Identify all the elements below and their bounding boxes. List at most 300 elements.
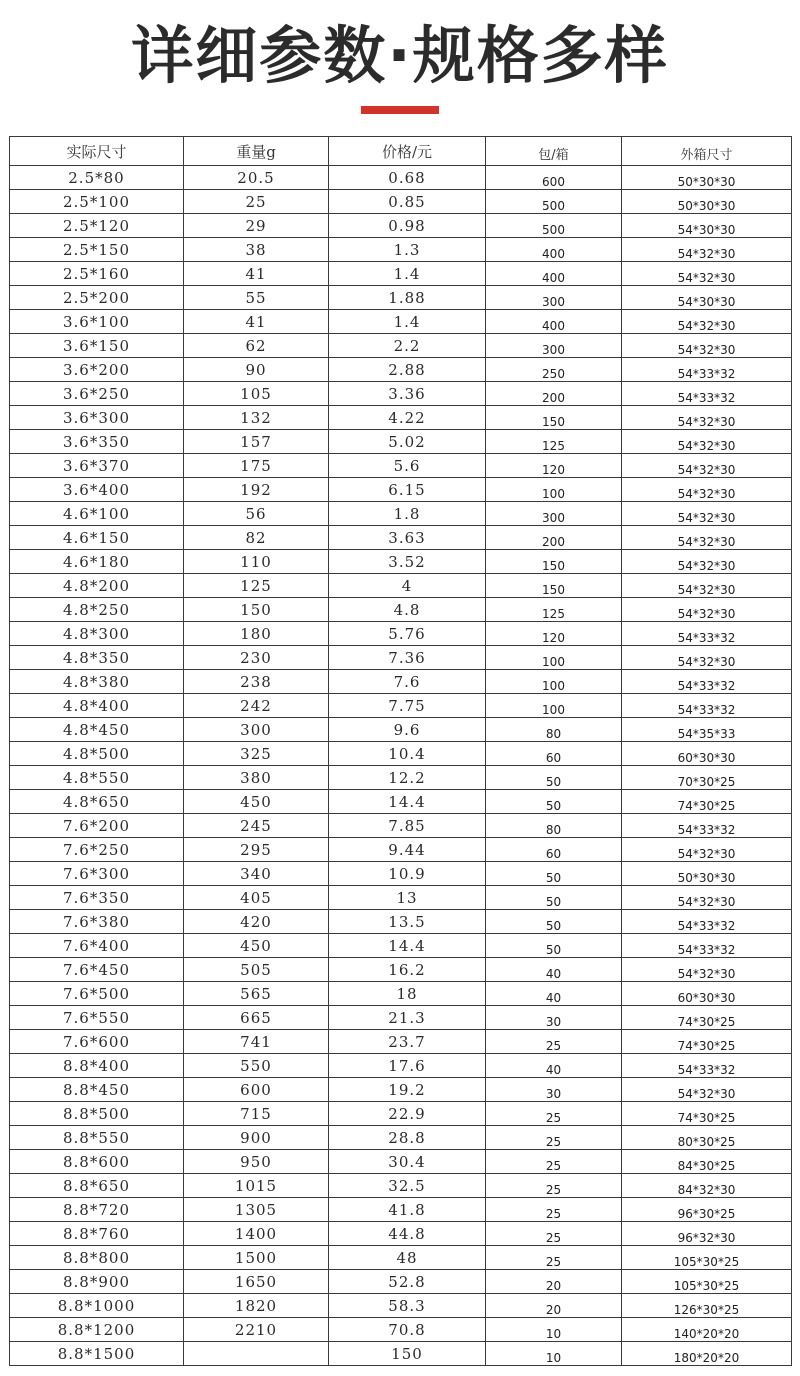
cell-weight: 665	[184, 1006, 329, 1030]
cell-pack-per-box: 100	[486, 694, 622, 718]
cell-price: 23.7	[329, 1030, 486, 1054]
cell-size: 3.6*300	[10, 406, 184, 430]
cell-size: 8.8*650	[10, 1174, 184, 1198]
cell-size: 4.8*400	[10, 694, 184, 718]
cell-pack-per-box: 400	[486, 262, 622, 286]
cell-weight: 150	[184, 598, 329, 622]
cell-weight: 25	[184, 190, 329, 214]
header-pack-per-box: 包/箱	[486, 137, 622, 166]
cell-price: 1.88	[329, 286, 486, 310]
cell-weight: 242	[184, 694, 329, 718]
table-row	[10, 238, 792, 262]
cell-size: 7.6*450	[10, 958, 184, 982]
cell-weight: 41	[184, 310, 329, 334]
cell-price: 58.3	[329, 1294, 486, 1318]
spec-table-header	[10, 137, 792, 166]
cell-price: 13.5	[329, 910, 486, 934]
cell-size: 2.5*80	[10, 166, 184, 190]
cell-price: 1.4	[329, 310, 486, 334]
cell-weight: 238	[184, 670, 329, 694]
cell-pack-per-box: 20	[486, 1294, 622, 1318]
cell-pack-per-box: 50	[486, 766, 622, 790]
cell-size: 4.8*650	[10, 790, 184, 814]
cell-price: 2.88	[329, 358, 486, 382]
header-weight: 重量g	[184, 137, 329, 166]
cell-pack-per-box: 20	[486, 1270, 622, 1294]
cell-pack-per-box: 25	[486, 1102, 622, 1126]
table-row	[10, 310, 792, 334]
cell-pack-per-box: 150	[486, 406, 622, 430]
cell-size: 3.6*200	[10, 358, 184, 382]
cell-box-size: 74*30*25	[622, 1030, 792, 1054]
cell-pack-per-box: 120	[486, 454, 622, 478]
table-row	[10, 1006, 792, 1030]
cell-pack-per-box: 300	[486, 334, 622, 358]
cell-weight: 1500	[184, 1246, 329, 1270]
cell-box-size: 54*32*30	[622, 310, 792, 334]
cell-price: 7.6	[329, 670, 486, 694]
cell-price: 2.2	[329, 334, 486, 358]
cell-pack-per-box: 300	[486, 286, 622, 310]
cell-size: 4.8*350	[10, 646, 184, 670]
table-row	[10, 862, 792, 886]
cell-weight: 1820	[184, 1294, 329, 1318]
cell-weight: 900	[184, 1126, 329, 1150]
cell-box-size: 96*30*25	[622, 1198, 792, 1222]
cell-price: 12.2	[329, 766, 486, 790]
cell-pack-per-box: 25	[486, 1222, 622, 1246]
cell-price: 7.75	[329, 694, 486, 718]
table-row	[10, 1126, 792, 1150]
cell-box-size: 105*30*25	[622, 1246, 792, 1270]
cell-weight: 175	[184, 454, 329, 478]
cell-box-size: 54*33*32	[622, 910, 792, 934]
cell-pack-per-box: 40	[486, 958, 622, 982]
cell-pack-per-box: 80	[486, 814, 622, 838]
cell-pack-per-box: 400	[486, 238, 622, 262]
table-row	[10, 1246, 792, 1270]
cell-box-size: 70*30*25	[622, 766, 792, 790]
cell-box-size: 54*32*30	[622, 550, 792, 574]
cell-size: 3.6*400	[10, 478, 184, 502]
cell-pack-per-box: 10	[486, 1342, 622, 1366]
table-row	[10, 1294, 792, 1318]
cell-price: 7.36	[329, 646, 486, 670]
cell-pack-per-box: 25	[486, 1126, 622, 1150]
cell-weight: 230	[184, 646, 329, 670]
cell-box-size: 54*33*32	[622, 670, 792, 694]
cell-pack-per-box: 150	[486, 574, 622, 598]
cell-size: 4.6*100	[10, 502, 184, 526]
cell-pack-per-box: 25	[486, 1198, 622, 1222]
cell-pack-per-box: 100	[486, 646, 622, 670]
table-row	[10, 1222, 792, 1246]
cell-box-size: 80*30*25	[622, 1126, 792, 1150]
table-row	[10, 382, 792, 406]
cell-pack-per-box: 10	[486, 1318, 622, 1342]
cell-price: 1.8	[329, 502, 486, 526]
table-row	[10, 478, 792, 502]
cell-price: 4.8	[329, 598, 486, 622]
cell-pack-per-box: 30	[486, 1006, 622, 1030]
table-row	[10, 1198, 792, 1222]
cell-box-size: 180*20*20	[622, 1342, 792, 1366]
header-size: 实际尺寸	[10, 137, 184, 166]
cell-weight: 600	[184, 1078, 329, 1102]
cell-pack-per-box: 600	[486, 166, 622, 190]
table-row	[10, 1342, 792, 1366]
cell-size: 8.8*500	[10, 1102, 184, 1126]
cell-box-size: 54*32*30	[622, 526, 792, 550]
cell-box-size: 54*30*30	[622, 214, 792, 238]
cell-box-size: 54*32*30	[622, 238, 792, 262]
cell-price: 3.36	[329, 382, 486, 406]
cell-price: 5.76	[329, 622, 486, 646]
cell-pack-per-box: 150	[486, 550, 622, 574]
cell-weight: 20.5	[184, 166, 329, 190]
cell-size: 4.8*200	[10, 574, 184, 598]
cell-pack-per-box: 50	[486, 790, 622, 814]
cell-box-size: 50*30*30	[622, 862, 792, 886]
cell-pack-per-box: 25	[486, 1150, 622, 1174]
table-row	[10, 1078, 792, 1102]
table-row	[10, 886, 792, 910]
table-row	[10, 334, 792, 358]
cell-size: 4.8*550	[10, 766, 184, 790]
cell-price: 28.8	[329, 1126, 486, 1150]
cell-pack-per-box: 250	[486, 358, 622, 382]
cell-size: 2.5*100	[10, 190, 184, 214]
table-row	[10, 406, 792, 430]
cell-size: 7.6*550	[10, 1006, 184, 1030]
table-row	[10, 1150, 792, 1174]
cell-weight: 950	[184, 1150, 329, 1174]
cell-pack-per-box: 25	[486, 1174, 622, 1198]
cell-box-size: 54*33*32	[622, 358, 792, 382]
table-row	[10, 166, 792, 190]
cell-size: 8.8*760	[10, 1222, 184, 1246]
cell-box-size: 54*33*32	[622, 1054, 792, 1078]
cell-box-size: 54*32*30	[622, 262, 792, 286]
cell-pack-per-box: 60	[486, 838, 622, 862]
cell-box-size: 74*30*25	[622, 790, 792, 814]
cell-pack-per-box: 100	[486, 670, 622, 694]
cell-weight: 1015	[184, 1174, 329, 1198]
cell-pack-per-box: 500	[486, 190, 622, 214]
cell-weight: 450	[184, 934, 329, 958]
table-row	[10, 190, 792, 214]
cell-price: 6.15	[329, 478, 486, 502]
cell-weight: 741	[184, 1030, 329, 1054]
cell-size: 8.8*1000	[10, 1294, 184, 1318]
cell-weight: 1650	[184, 1270, 329, 1294]
table-row	[10, 982, 792, 1006]
cell-pack-per-box: 200	[486, 526, 622, 550]
cell-box-size: 54*33*32	[622, 934, 792, 958]
cell-box-size: 54*33*32	[622, 622, 792, 646]
cell-weight: 405	[184, 886, 329, 910]
cell-box-size: 60*30*30	[622, 742, 792, 766]
cell-size: 4.8*300	[10, 622, 184, 646]
cell-price: 4.22	[329, 406, 486, 430]
cell-box-size: 54*33*32	[622, 694, 792, 718]
cell-weight: 1305	[184, 1198, 329, 1222]
cell-price: 3.52	[329, 550, 486, 574]
cell-price: 7.85	[329, 814, 486, 838]
cell-price: 9.6	[329, 718, 486, 742]
cell-price: 3.63	[329, 526, 486, 550]
cell-weight: 505	[184, 958, 329, 982]
cell-box-size: 54*32*30	[622, 1078, 792, 1102]
cell-size: 2.5*150	[10, 238, 184, 262]
cell-box-size: 54*32*30	[622, 574, 792, 598]
cell-weight	[184, 1342, 329, 1366]
cell-pack-per-box: 30	[486, 1078, 622, 1102]
cell-weight: 110	[184, 550, 329, 574]
cell-pack-per-box: 300	[486, 502, 622, 526]
table-row	[10, 910, 792, 934]
cell-price: 10.9	[329, 862, 486, 886]
cell-weight: 565	[184, 982, 329, 1006]
table-row	[10, 1054, 792, 1078]
table-row	[10, 574, 792, 598]
cell-box-size: 54*32*30	[622, 598, 792, 622]
table-row	[10, 1318, 792, 1342]
cell-box-size: 50*30*30	[622, 166, 792, 190]
cell-box-size: 50*30*30	[622, 190, 792, 214]
cell-box-size: 105*30*25	[622, 1270, 792, 1294]
cell-price: 70.8	[329, 1318, 486, 1342]
cell-price: 9.44	[329, 838, 486, 862]
cell-box-size: 54*32*30	[622, 334, 792, 358]
table-row	[10, 214, 792, 238]
cell-size: 3.6*370	[10, 454, 184, 478]
cell-price: 10.4	[329, 742, 486, 766]
cell-box-size: 84*32*30	[622, 1174, 792, 1198]
cell-size: 7.6*350	[10, 886, 184, 910]
cell-size: 8.8*550	[10, 1126, 184, 1150]
cell-box-size: 54*30*30	[622, 286, 792, 310]
cell-weight: 450	[184, 790, 329, 814]
cell-weight: 62	[184, 334, 329, 358]
spec-table	[9, 136, 792, 1366]
cell-box-size: 74*30*25	[622, 1102, 792, 1126]
cell-price: 5.02	[329, 430, 486, 454]
cell-pack-per-box: 25	[486, 1246, 622, 1270]
cell-price: 21.3	[329, 1006, 486, 1030]
cell-weight: 125	[184, 574, 329, 598]
table-row	[10, 934, 792, 958]
cell-pack-per-box: 125	[486, 598, 622, 622]
table-row	[10, 526, 792, 550]
cell-weight: 2210	[184, 1318, 329, 1342]
table-row	[10, 766, 792, 790]
cell-size: 8.8*1500	[10, 1342, 184, 1366]
header-box-size: 外箱尺寸	[622, 137, 792, 166]
cell-box-size: 54*33*32	[622, 814, 792, 838]
cell-price: 41.8	[329, 1198, 486, 1222]
cell-weight: 29	[184, 214, 329, 238]
cell-pack-per-box: 500	[486, 214, 622, 238]
cell-weight: 1400	[184, 1222, 329, 1246]
cell-size: 7.6*200	[10, 814, 184, 838]
cell-size: 8.8*450	[10, 1078, 184, 1102]
cell-price: 18	[329, 982, 486, 1006]
table-row	[10, 718, 792, 742]
table-row	[10, 670, 792, 694]
cell-box-size: 54*35*33	[622, 718, 792, 742]
table-row	[10, 454, 792, 478]
table-row	[10, 838, 792, 862]
cell-box-size: 54*33*32	[622, 382, 792, 406]
cell-pack-per-box: 200	[486, 382, 622, 406]
cell-size: 7.6*600	[10, 1030, 184, 1054]
cell-weight: 300	[184, 718, 329, 742]
cell-price: 30.4	[329, 1150, 486, 1174]
cell-price: 0.68	[329, 166, 486, 190]
cell-price: 4	[329, 574, 486, 598]
cell-pack-per-box: 60	[486, 742, 622, 766]
table-row	[10, 1270, 792, 1294]
cell-pack-per-box: 80	[486, 718, 622, 742]
cell-size: 3.6*100	[10, 310, 184, 334]
cell-size: 8.8*900	[10, 1270, 184, 1294]
table-row	[10, 358, 792, 382]
cell-weight: 380	[184, 766, 329, 790]
cell-weight: 550	[184, 1054, 329, 1078]
cell-pack-per-box: 50	[486, 862, 622, 886]
cell-pack-per-box: 120	[486, 622, 622, 646]
cell-box-size: 54*32*30	[622, 454, 792, 478]
table-row	[10, 814, 792, 838]
cell-weight: 105	[184, 382, 329, 406]
cell-box-size: 54*32*30	[622, 958, 792, 982]
cell-weight: 245	[184, 814, 329, 838]
cell-weight: 90	[184, 358, 329, 382]
cell-size: 8.8*720	[10, 1198, 184, 1222]
cell-box-size: 54*32*30	[622, 886, 792, 910]
table-row	[10, 430, 792, 454]
cell-size: 8.8*800	[10, 1246, 184, 1270]
title-accent-bar	[361, 106, 439, 114]
cell-price: 1.3	[329, 238, 486, 262]
cell-weight: 41	[184, 262, 329, 286]
cell-pack-per-box: 50	[486, 886, 622, 910]
cell-size: 7.6*500	[10, 982, 184, 1006]
cell-price: 44.8	[329, 1222, 486, 1246]
cell-price: 32.5	[329, 1174, 486, 1198]
cell-weight: 132	[184, 406, 329, 430]
cell-box-size: 54*32*30	[622, 406, 792, 430]
cell-price: 0.85	[329, 190, 486, 214]
table-row	[10, 286, 792, 310]
cell-weight: 157	[184, 430, 329, 454]
cell-box-size: 54*32*30	[622, 838, 792, 862]
cell-box-size: 140*20*20	[622, 1318, 792, 1342]
cell-price: 1.4	[329, 262, 486, 286]
cell-size: 4.8*450	[10, 718, 184, 742]
table-row	[10, 790, 792, 814]
cell-box-size: 60*30*30	[622, 982, 792, 1006]
table-row	[10, 694, 792, 718]
cell-box-size: 84*30*25	[622, 1150, 792, 1174]
table-row	[10, 742, 792, 766]
table-row	[10, 598, 792, 622]
cell-box-size: 54*32*30	[622, 646, 792, 670]
table-row	[10, 262, 792, 286]
cell-price: 17.6	[329, 1054, 486, 1078]
cell-price: 14.4	[329, 790, 486, 814]
table-row	[10, 1102, 792, 1126]
cell-size: 2.5*120	[10, 214, 184, 238]
spec-table-body	[10, 166, 792, 1366]
cell-weight: 192	[184, 478, 329, 502]
table-row	[10, 622, 792, 646]
table-row	[10, 550, 792, 574]
header-row	[10, 137, 792, 166]
cell-size: 4.8*380	[10, 670, 184, 694]
cell-pack-per-box: 125	[486, 430, 622, 454]
cell-size: 4.8*500	[10, 742, 184, 766]
cell-size: 4.6*180	[10, 550, 184, 574]
cell-price: 5.6	[329, 454, 486, 478]
cell-size: 4.8*250	[10, 598, 184, 622]
cell-pack-per-box: 25	[486, 1030, 622, 1054]
cell-size: 7.6*250	[10, 838, 184, 862]
table-row	[10, 646, 792, 670]
cell-price: 52.8	[329, 1270, 486, 1294]
cell-pack-per-box: 40	[486, 1054, 622, 1078]
cell-size: 2.5*160	[10, 262, 184, 286]
cell-pack-per-box: 50	[486, 910, 622, 934]
cell-box-size: 126*30*25	[622, 1294, 792, 1318]
cell-size: 8.8*1200	[10, 1318, 184, 1342]
cell-weight: 325	[184, 742, 329, 766]
cell-pack-per-box: 50	[486, 934, 622, 958]
header-price: 价格/元	[329, 137, 486, 166]
cell-size: 8.8*400	[10, 1054, 184, 1078]
cell-weight: 340	[184, 862, 329, 886]
cell-weight: 38	[184, 238, 329, 262]
cell-pack-per-box: 100	[486, 478, 622, 502]
cell-price: 0.98	[329, 214, 486, 238]
cell-size: 2.5*200	[10, 286, 184, 310]
cell-size: 8.8*600	[10, 1150, 184, 1174]
cell-price: 48	[329, 1246, 486, 1270]
cell-weight: 55	[184, 286, 329, 310]
table-row	[10, 1174, 792, 1198]
cell-weight: 420	[184, 910, 329, 934]
cell-pack-per-box: 400	[486, 310, 622, 334]
cell-box-size: 54*32*30	[622, 478, 792, 502]
cell-price: 19.2	[329, 1078, 486, 1102]
cell-price: 22.9	[329, 1102, 486, 1126]
cell-size: 3.6*350	[10, 430, 184, 454]
cell-size: 7.6*400	[10, 934, 184, 958]
table-row	[10, 502, 792, 526]
table-row	[10, 958, 792, 982]
cell-box-size: 54*32*30	[622, 430, 792, 454]
cell-box-size: 54*32*30	[622, 502, 792, 526]
cell-size: 3.6*150	[10, 334, 184, 358]
cell-price: 14.4	[329, 934, 486, 958]
cell-price: 150	[329, 1342, 486, 1366]
cell-box-size: 74*30*25	[622, 1006, 792, 1030]
cell-price: 16.2	[329, 958, 486, 982]
cell-size: 7.6*300	[10, 862, 184, 886]
cell-weight: 295	[184, 838, 329, 862]
cell-weight: 715	[184, 1102, 329, 1126]
